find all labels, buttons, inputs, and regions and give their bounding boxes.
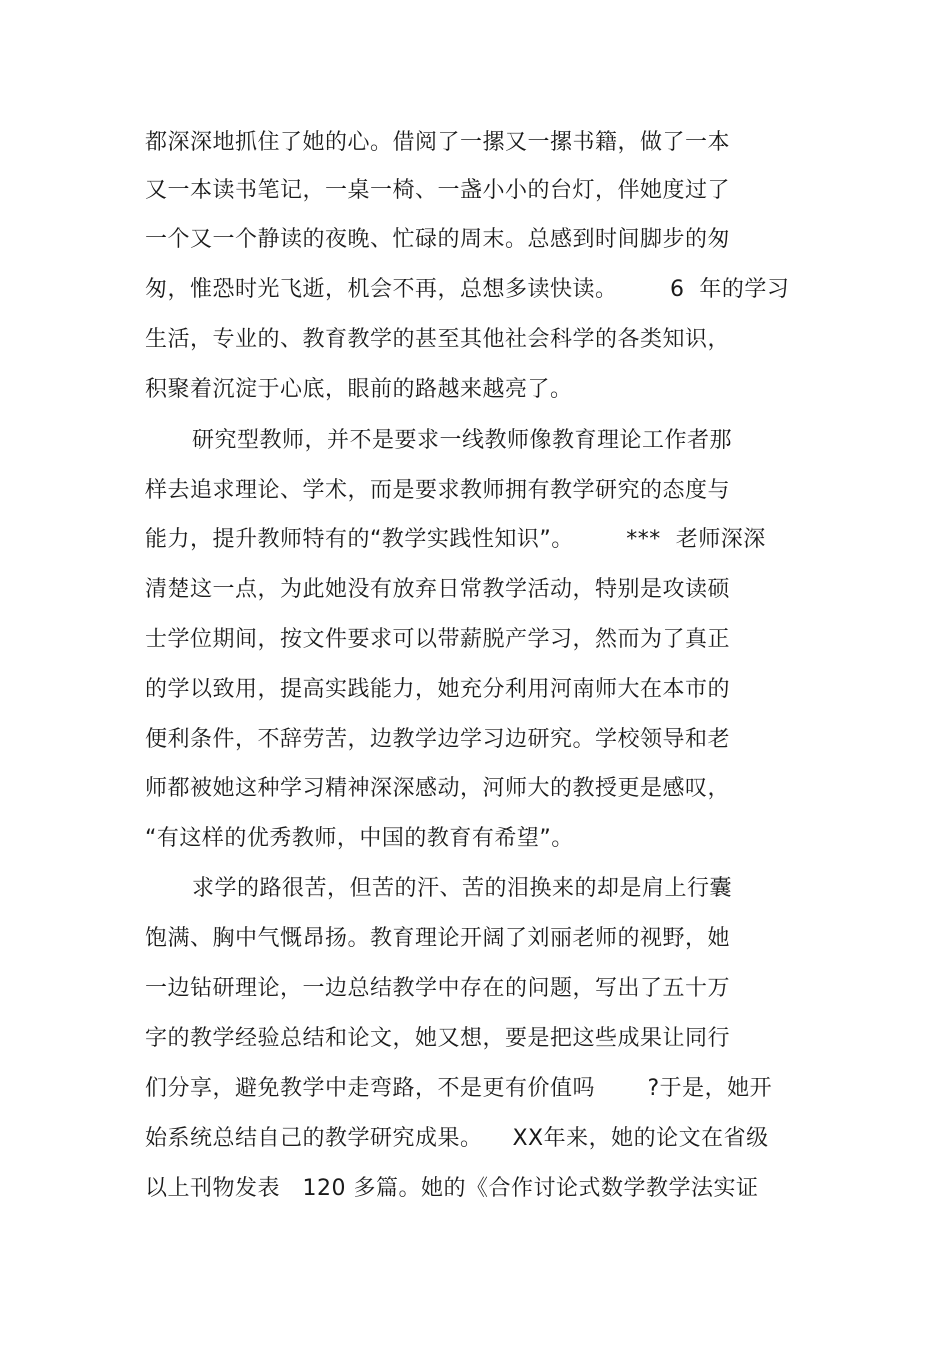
text-line: 一边钻研理论，一边总结教学中存在的问题，写出了五十万 xyxy=(145,976,731,1001)
text-line: 又一本读书笔记，一桌一椅、一盏小小的台灯，伴她度过了 xyxy=(145,178,731,203)
text-line: 士学位期间，按文件要求可以带薪脱产学习，然而为了真正 xyxy=(145,627,731,652)
paragraph-first-line: 求学的路很苦，但苦的汗、苦的泪换来的却是肩上行囊 xyxy=(192,876,733,901)
text-line: 能力，提升教师特有的“教学实践性知识”。 *** 老师深深 xyxy=(145,527,766,552)
paragraph-first-line: 研究型教师，并不是要求一线教师像教育理论工作者那 xyxy=(192,428,733,453)
text-line: 饱满、胸中气慨昂扬。教育理论开阔了刘丽老师的视野，她 xyxy=(145,926,731,951)
text-line: “有这样的优秀教师，中国的教育有希望”。 xyxy=(145,826,574,851)
text-line: 们分享，避免教学中走弯路，不是更有价值吗 ?于是，她开 xyxy=(145,1076,773,1101)
text-line: 的学以致用，提高实践能力，她充分利用河南师大在本市的 xyxy=(145,677,731,702)
text-line: 积聚着沉淀于心底，眼前的路越来越亮了。 xyxy=(145,377,573,402)
text-line: 师都被她这种学习精神深深感动，河师大的教授更是感叹， xyxy=(145,776,731,801)
text-line: 始系统总结自己的教学研究成果。 XX年来，她的论文在省级 xyxy=(145,1126,769,1151)
text-line: 都深深地抓住了她的心。借阅了一摞又一摞书籍，做了一本 xyxy=(145,130,731,155)
text-line: 一个又一个静读的夜晚、忙碌的周末。总感到时间脚步的匆 xyxy=(145,227,731,252)
text-line: 匆，惟恐时光飞逝，机会不再，总想多读快读。 6 年的学习 xyxy=(145,277,790,302)
text-line: 字的教学经验总结和论文，她又想，要是把这些成果让同行 xyxy=(145,1026,731,1051)
text-line: 样去追求理论、学术，而是要求教师拥有教学研究的态度与 xyxy=(145,478,731,503)
text-line: 以上刊物发表 120 多篇。她的《合作讨论式数学教学法实证 xyxy=(145,1176,759,1201)
text-line: 便利条件，不辞劳苦，边教学边学习边研究。学校领导和老 xyxy=(145,727,731,752)
text-line: 清楚这一点，为此她没有放弃日常教学活动，特别是攻读硕 xyxy=(145,577,731,602)
text-line: 生活，专业的、教育教学的甚至其他社会科学的各类知识， xyxy=(145,327,731,352)
